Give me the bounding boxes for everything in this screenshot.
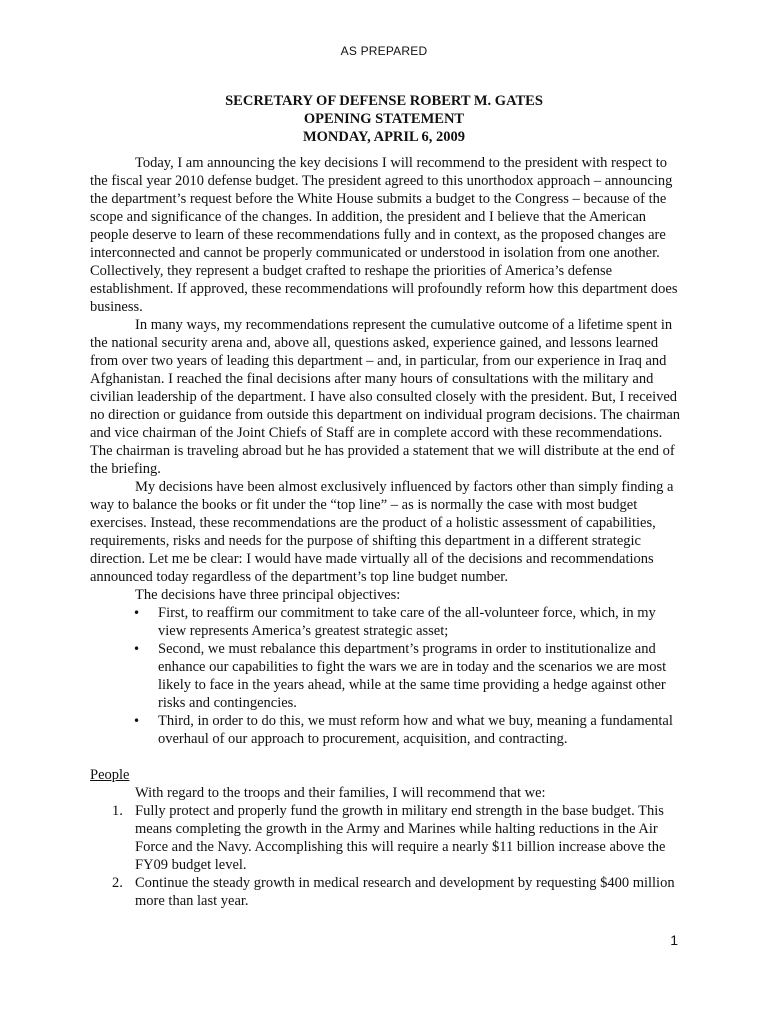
objectives-list <box>90 604 686 748</box>
list-item <box>90 802 686 874</box>
list-item <box>90 640 686 712</box>
header-label: AS PREPARED <box>340 44 428 58</box>
title-line-2: OPENING STATEMENT <box>303 111 465 127</box>
list-item-text: Second, we must rebalance this department’s programs in order to institutionalize and enhance our capabilities to fight the wars we are in today and the scenarios we are most likely to face in the years ahead, while at the same time providing a hedge against other risks and contingencies. <box>158 641 667 711</box>
people-intro: With regard to the troops and their families, I will recommend that we: <box>135 785 546 801</box>
bullet-icon: • <box>133 606 141 620</box>
title-line-1: SECRETARY OF DEFENSE ROBERT M. GATES <box>225 93 543 109</box>
list-item-text: First, to reaffirm our commitment to take care of the all-volunteer force, which, in my view represents America’s greatest strategic asset; <box>158 605 656 639</box>
list-number: 1. <box>112 803 123 819</box>
title-block <box>0 92 768 146</box>
list-item <box>90 712 686 748</box>
list-item-text: Fully protect and properly fund the growth in military end strength in the base budget. This means completing the growth in the Army and Marines while halting reductions in the Air Force and the Navy. Accomplishing this will require a nearly $11 billion increase above the FY09 budget level. <box>135 803 666 873</box>
people-recommendations-list <box>90 802 686 910</box>
list-item <box>90 604 686 640</box>
title-line-3: MONDAY, APRIL 6, 2009 <box>302 129 466 145</box>
paragraph: My decisions have been almost exclusively influenced by factors other than simply finding a way to balance the books or fit under the “top line” – as is normally the case with most budget exercises. Instead, these recommendations are the product of a holistic assessment of capabilities, requirements, risks and needs for the purpose of shifting this department in a different strategic direction. Let me be clear: I would have made virtually all of the decisions and recommendations announced today regardless of the department’s top line budget number. <box>90 479 674 585</box>
objectives-intro: The decisions have three principal objectives: <box>135 587 401 603</box>
bullet-icon: • <box>133 642 141 656</box>
bullet-icon: • <box>133 714 141 728</box>
list-item-text: Third, in order to do this, we must reform how and what we buy, meaning a fundamental overhaul of our approach to procurement, acquisition, and contracting. <box>158 713 673 747</box>
list-item <box>90 874 686 910</box>
section-heading-people: People <box>90 767 130 783</box>
page-number: 1 <box>670 932 678 948</box>
paragraph: Today, I am announcing the key decisions I will recommend to the president with respect to the fiscal year 2010 defense budget. The president agreed to this unorthodox approach – announcing the department’s request before the White House submits a budget to the Congress – because of the scope and significance of the changes. In addition, the president and I believe that the American people deserve to learn of these recommendations fully and in context, as the proposed changes are interconnected and cannot be properly communicated or understood in isolation from one another. Collectively, they represent a budget crafted to reshape the priorities of America’s defense establishment. If approved, these recommendations will profoundly reform how this department does business. <box>90 155 678 315</box>
document-body <box>90 154 686 910</box>
list-item-text: Continue the steady growth in medical research and development by requesting $400 million more than last year. <box>135 875 675 909</box>
paragraph: In many ways, my recommendations represent the cumulative outcome of a lifetime spent in the national security arena and, above all, questions asked, experience gained, and lessons learned from over two years of leading this department – and, in particular, from our experience in Iraq and Afghanistan. I reached the final decisions after many hours of consultations with the military and civilian leadership of the department. I have also consulted closely with the president. But, I received no direction or guidance from outside this department on individual program decisions. The chairman and vice chairman of the Joint Chiefs of Staff are in complete accord with these recommendations. The chairman is traveling abroad but he has provided a statement that we will distribute at the end of the briefing. <box>90 317 681 477</box>
list-number: 2. <box>112 875 123 891</box>
